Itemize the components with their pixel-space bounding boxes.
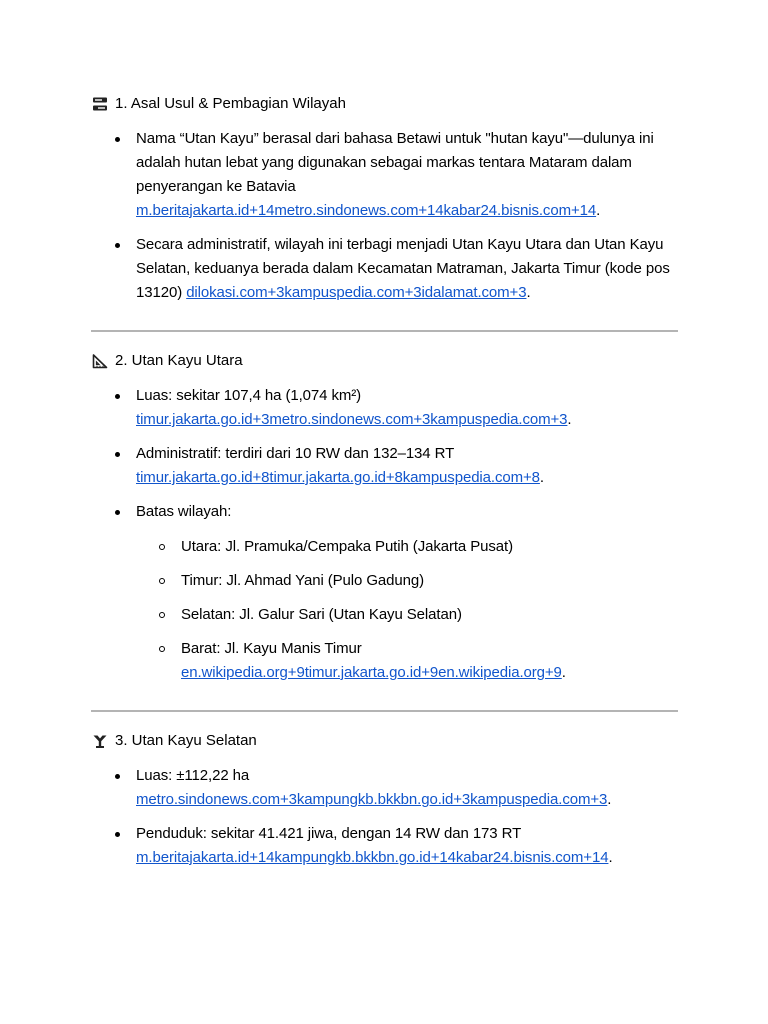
citation-link[interactable]: en.wikipedia.org+9timur.jakarta.go.id+9en.wikipedia.org+9 [181,664,562,681]
citation-link[interactable]: m.beritajakarta.id+14kampungkb.bkkbn.go.id+14kabar24.bisnis.com+14 [136,849,609,866]
list-item [136,384,676,432]
list-item [136,500,676,524]
sub-list-item [181,535,676,559]
bullet-text: Secara administratif, wilayah ini terbagi menjadi Utan Kayu Utara dan Utan Kayu Selatan, keduanya berada dalam Kecamatan Matraman, Jakarta Timur (kode pos 13120) [136,236,670,301]
bullet-end: . [608,849,613,866]
list-item [136,127,676,223]
bullet-text: Administratif: terdiri dari 10 RW dan 132–134 RT [136,445,455,462]
sub-bullet-text: Utara: Jl. Pramuka/Cempaka Putih (Jakarta Pusat) [181,538,513,555]
bullet-text: Luas: sekitar 107,4 ha (1,074 km²) [136,387,362,404]
section-heading-text: 2. Utan Kayu Utara [115,352,243,369]
citation-link[interactable]: timur.jakarta.go.id+3metro.sindonews.com+3kampuspedia.com+3 [136,411,568,428]
section-heading-asal-usul [92,94,346,114]
bullet-text: Penduduk: sekitar 41.421 jiwa, dengan 14 RW dan 173 RT [136,825,522,842]
triangle-ruler-icon [92,353,108,369]
section-heading-utan-kayu-utara [92,351,243,371]
sub-bullet-text: Barat: Jl. Kayu Manis Timur [181,640,362,657]
bullet-end: . [561,664,566,681]
bullet-text: Luas: ±112,22 ha [136,767,250,784]
section-heading-text: 3. Utan Kayu Selatan [115,732,257,749]
list-item [136,822,676,870]
signpost-icon [92,96,108,112]
sub-bullet-text: Selatan: Jl. Galur Sari (Utan Kayu Selatan) [181,606,462,623]
bullet-end: . [607,791,612,808]
citation-link[interactable]: timur.jakarta.go.id+8timur.jakarta.go.id+8kampuspedia.com+8 [136,469,540,486]
sub-list-item [181,637,676,685]
divider [91,330,678,332]
bullet-text: Nama “Utan Kayu” berasal dari bahasa Betawi untuk "hutan kayu"—dulunya ini adalah hutan lebat yang digunakan sebagai markas tentara Mataram dalam penyerangan ke Batavia [136,130,654,195]
citation-link[interactable]: metro.sindonews.com+3kampungkb.bkkbn.go.id+3kampuspedia.com+3 [136,791,608,808]
bullet-end: . [526,284,531,301]
sub-list-item [181,603,676,627]
tree-icon [92,733,108,749]
bullet-text: Batas wilayah: [136,503,232,520]
citation-link[interactable]: dilokasi.com+3kampuspedia.com+3idalamat.com+3 [186,284,527,301]
bullet-end: . [539,469,544,486]
bullet-end: . [596,202,601,219]
list-item [136,233,676,305]
citation-link[interactable]: m.beritajakarta.id+14metro.sindonews.com+14kabar24.bisnis.com+14 [136,202,597,219]
sub-bullet-text: Timur: Jl. Ahmad Yani (Pulo Gadung) [181,572,425,589]
section-heading-utan-kayu-selatan [92,731,257,751]
divider [91,710,678,712]
sub-list-item [181,569,676,593]
section-heading-text: 1. Asal Usul & Pembagian Wilayah [115,95,346,112]
list-item [136,764,676,812]
bullet-end: . [567,411,572,428]
list-item [136,442,676,490]
